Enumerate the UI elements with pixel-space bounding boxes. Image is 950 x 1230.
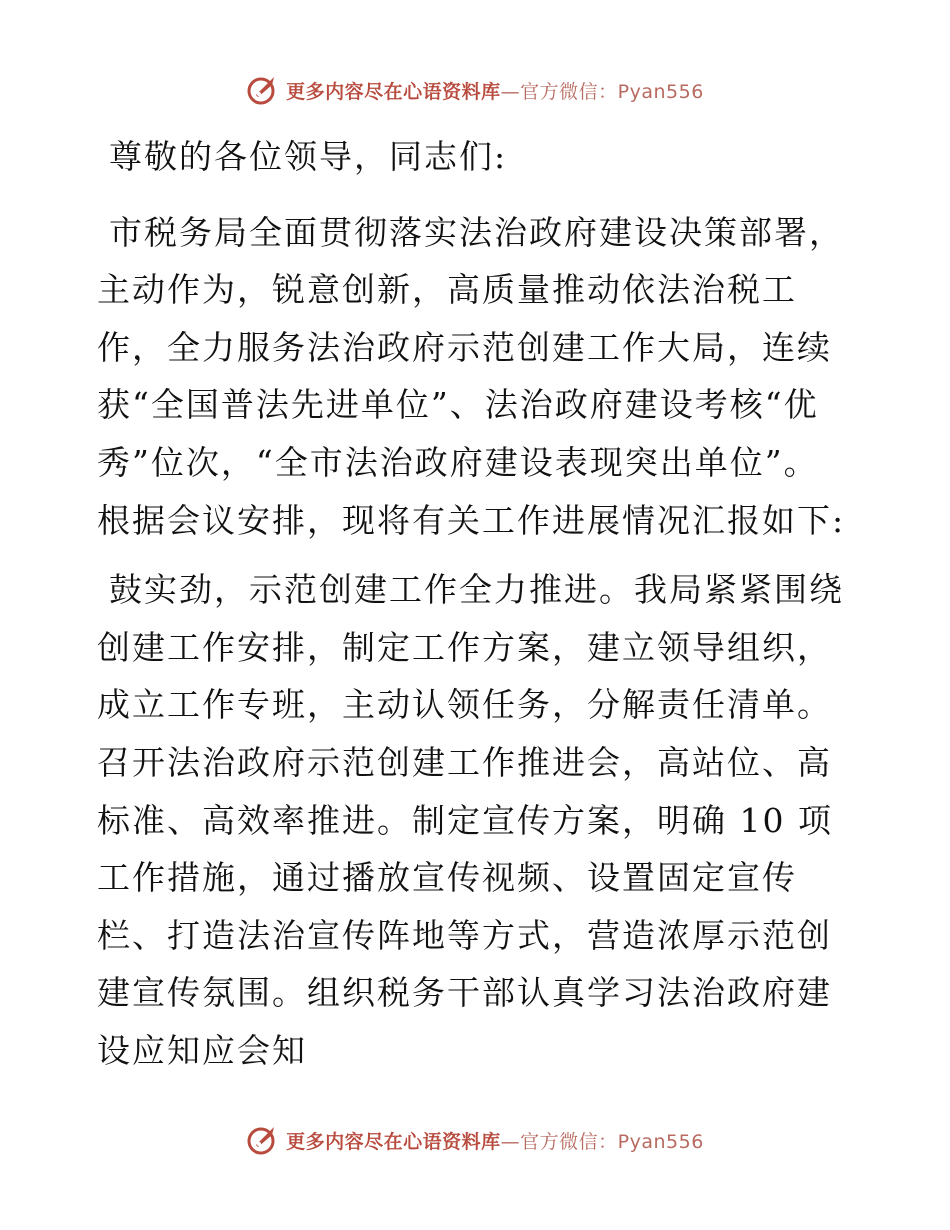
header-banner-rest-text: —官方微信：Pyan556 bbox=[500, 80, 704, 103]
header-banner-red-text: 更多内容尽在心语资料库 bbox=[286, 80, 501, 103]
footer-banner-rest-text: —官方微信：Pyan556 bbox=[500, 1130, 704, 1153]
pen-nib-logo-icon bbox=[246, 73, 280, 107]
document-body bbox=[97, 128, 853, 1092]
pen-nib-logo-icon bbox=[246, 1123, 280, 1157]
header-banner-text bbox=[286, 77, 704, 104]
header-banner bbox=[0, 70, 950, 110]
paragraph-2: 鼓实劲，示范创建工作全力推进。我局紧紧围绕创建工作安排，制定工作方案，建立领导组织，成立工作专班，主动认领任务，分解责任清单。召开法治政府示范创建工作推进会，高站位、高标准、高效率推进。制定宣传方案，明确 10 项工作措施，通过播放宣传视频、设置固定宣传栏、打造法治宣传阵地等方式，营造浓厚示范创建宣传氛围。组织税务干部认真学习法治政府建设应知应会知 bbox=[97, 570, 844, 1070]
paragraph-1: 市税务局全面贯彻落实法治政府建设决策部署，主动作为，锐意创新，高质量推动依法治税工作，全力服务法治政府示范创建工作大局，连续获“全国普法先进单位”、法治政府建设考核“优秀”位次，“全市法治政府建设表现突出单位”。根据会议安排，现将有关工作进展情况汇报如下: bbox=[97, 212, 846, 540]
footer-banner-red-text: 更多内容尽在心语资料库 bbox=[286, 1130, 501, 1153]
salutation: 尊敬的各位领导，同志们: bbox=[109, 137, 508, 176]
footer-banner-text bbox=[286, 1127, 704, 1154]
footer-banner bbox=[0, 1120, 950, 1160]
